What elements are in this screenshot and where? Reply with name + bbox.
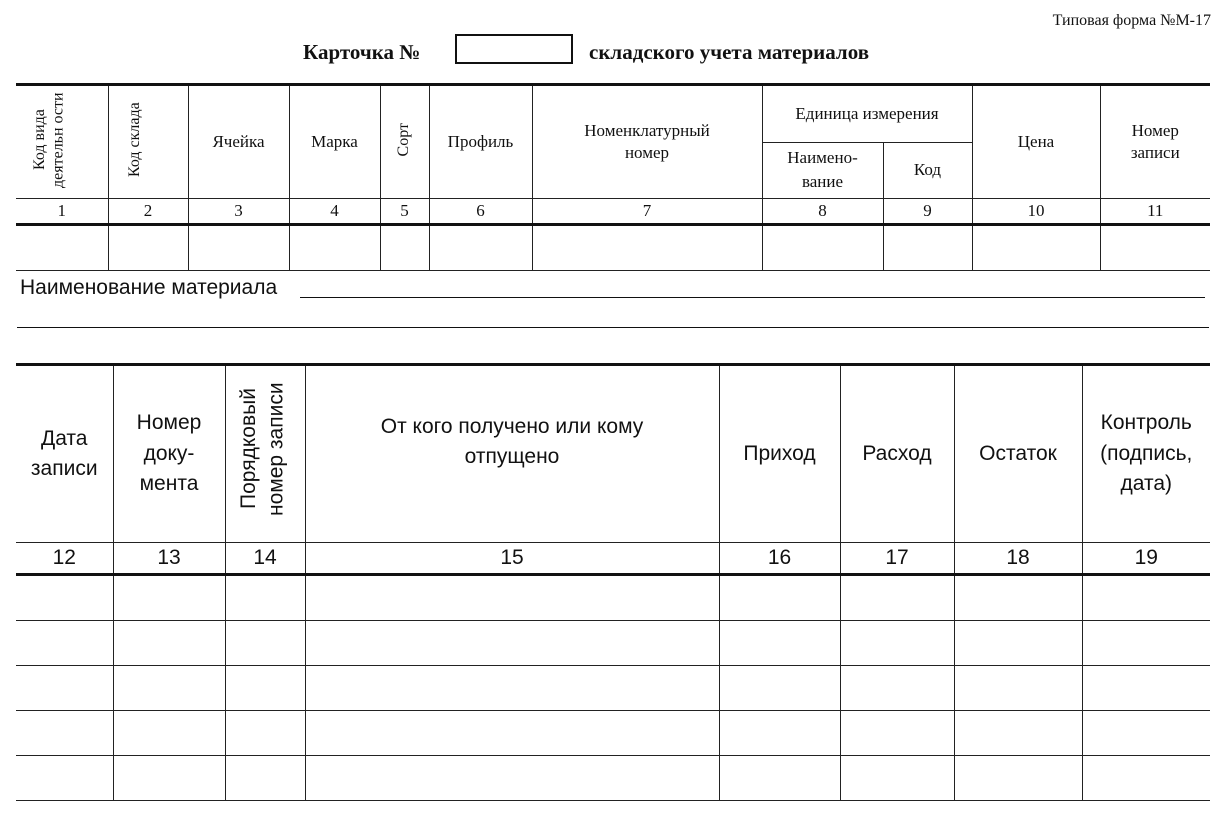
column-number: 12 (16, 543, 113, 575)
col-profile-header: Профиль (429, 85, 532, 199)
col-warehouse-code-header: Код склада (108, 85, 188, 199)
top-data-row (16, 225, 1210, 271)
col-sequence-number-header: Порядковый номер записи (225, 365, 305, 543)
table-cell[interactable] (16, 621, 113, 666)
table-cell[interactable] (188, 225, 289, 271)
table-cell[interactable] (305, 756, 719, 801)
table-cell[interactable] (954, 575, 1082, 621)
table-cell[interactable] (954, 756, 1082, 801)
table-cell[interactable] (762, 225, 883, 271)
col-record-number-header: Номер записи (1100, 85, 1210, 199)
column-number: 17 (840, 543, 954, 575)
table-cell[interactable] (108, 225, 188, 271)
movement-table (16, 363, 1210, 801)
table-cell[interactable] (16, 711, 113, 756)
column-number: 11 (1100, 199, 1210, 225)
table-cell[interactable] (225, 575, 305, 621)
col-unit-group-header: Единица измерения (762, 85, 972, 143)
col-unit-code-header: Код (883, 142, 972, 199)
table-cell[interactable] (113, 711, 225, 756)
col-from-to-header: От кого получено или кому отпущено (305, 365, 719, 543)
col-income-header: Приход (719, 365, 840, 543)
col-brand-header: Марка (289, 85, 380, 199)
column-number: 14 (225, 543, 305, 575)
table-row (16, 711, 1210, 756)
table-cell[interactable] (225, 711, 305, 756)
table-cell[interactable] (1082, 711, 1210, 756)
table-cell[interactable] (16, 225, 108, 271)
table-row (16, 575, 1210, 621)
col-control-header: Контроль (подпись, дата) (1082, 365, 1210, 543)
material-name-line-continued[interactable] (17, 327, 1209, 328)
col-cell-header: Ячейка (188, 85, 289, 199)
table-cell[interactable] (113, 621, 225, 666)
table-cell[interactable] (305, 666, 719, 711)
card-number-field[interactable] (455, 34, 573, 64)
table-cell[interactable] (1082, 575, 1210, 621)
table-cell[interactable] (719, 621, 840, 666)
table-cell[interactable] (719, 666, 840, 711)
table-cell[interactable] (1082, 666, 1210, 711)
table-cell[interactable] (840, 666, 954, 711)
table-cell[interactable] (840, 575, 954, 621)
table-row (16, 621, 1210, 666)
title-suffix: складского учета материалов (589, 40, 870, 64)
table-cell[interactable] (1082, 621, 1210, 666)
table-cell[interactable] (1082, 756, 1210, 801)
table-cell[interactable] (954, 711, 1082, 756)
column-number: 4 (289, 199, 380, 225)
table-cell[interactable] (429, 225, 532, 271)
table-cell[interactable] (113, 756, 225, 801)
table-cell[interactable] (305, 575, 719, 621)
top-info-table (16, 83, 1210, 271)
table-cell[interactable] (840, 756, 954, 801)
table-cell[interactable] (16, 756, 113, 801)
table-cell[interactable] (719, 711, 840, 756)
col-balance-header: Остаток (954, 365, 1082, 543)
table-cell[interactable] (380, 225, 429, 271)
col-unit-name-header: Наимено- вание (762, 142, 883, 199)
column-number: 7 (532, 199, 762, 225)
column-number: 10 (972, 199, 1100, 225)
table-row (16, 756, 1210, 801)
column-number: 8 (762, 199, 883, 225)
table-cell[interactable] (113, 666, 225, 711)
col-activity-code-header: Код вида деятельн ости (16, 85, 108, 199)
table-cell[interactable] (1100, 225, 1210, 271)
title-prefix: Карточка № (303, 40, 421, 64)
column-number: 3 (188, 199, 289, 225)
table-cell[interactable] (954, 666, 1082, 711)
table-cell[interactable] (972, 225, 1100, 271)
form-type-label: Типовая форма №М-17 (1052, 12, 1211, 29)
column-number: 5 (380, 199, 429, 225)
col-record-date-header: Дата записи (16, 365, 113, 543)
table-cell[interactable] (113, 575, 225, 621)
table-cell[interactable] (16, 575, 113, 621)
table-cell[interactable] (305, 621, 719, 666)
table-cell[interactable] (719, 756, 840, 801)
column-number: 1 (16, 199, 108, 225)
column-number: 6 (429, 199, 532, 225)
column-number: 19 (1082, 543, 1210, 575)
col-grade-header: Сорт (380, 85, 429, 199)
col-expense-header: Расход (840, 365, 954, 543)
table-cell[interactable] (840, 711, 954, 756)
column-number: 15 (305, 543, 719, 575)
table-cell[interactable] (16, 666, 113, 711)
table-cell[interactable] (840, 621, 954, 666)
col-nomenclature-header: Номенклатурный номер (532, 85, 762, 199)
table-cell[interactable] (305, 711, 719, 756)
material-name-line[interactable] (300, 297, 1205, 298)
table-cell[interactable] (225, 621, 305, 666)
column-number: 9 (883, 199, 972, 225)
card-title (0, 32, 1227, 72)
table-cell[interactable] (532, 225, 762, 271)
table-cell[interactable] (954, 621, 1082, 666)
material-name-label: Наименование материала (20, 276, 278, 299)
col-document-number-header: Номер доку- мента (113, 365, 225, 543)
column-number: 2 (108, 199, 188, 225)
table-cell[interactable] (225, 756, 305, 801)
table-cell[interactable] (719, 575, 840, 621)
table-cell[interactable] (883, 225, 972, 271)
col-price-header: Цена (972, 85, 1100, 199)
column-number: 16 (719, 543, 840, 575)
column-number: 18 (954, 543, 1082, 575)
table-row (16, 666, 1210, 711)
column-number: 13 (113, 543, 225, 575)
table-cell[interactable] (289, 225, 380, 271)
table-cell[interactable] (225, 666, 305, 711)
